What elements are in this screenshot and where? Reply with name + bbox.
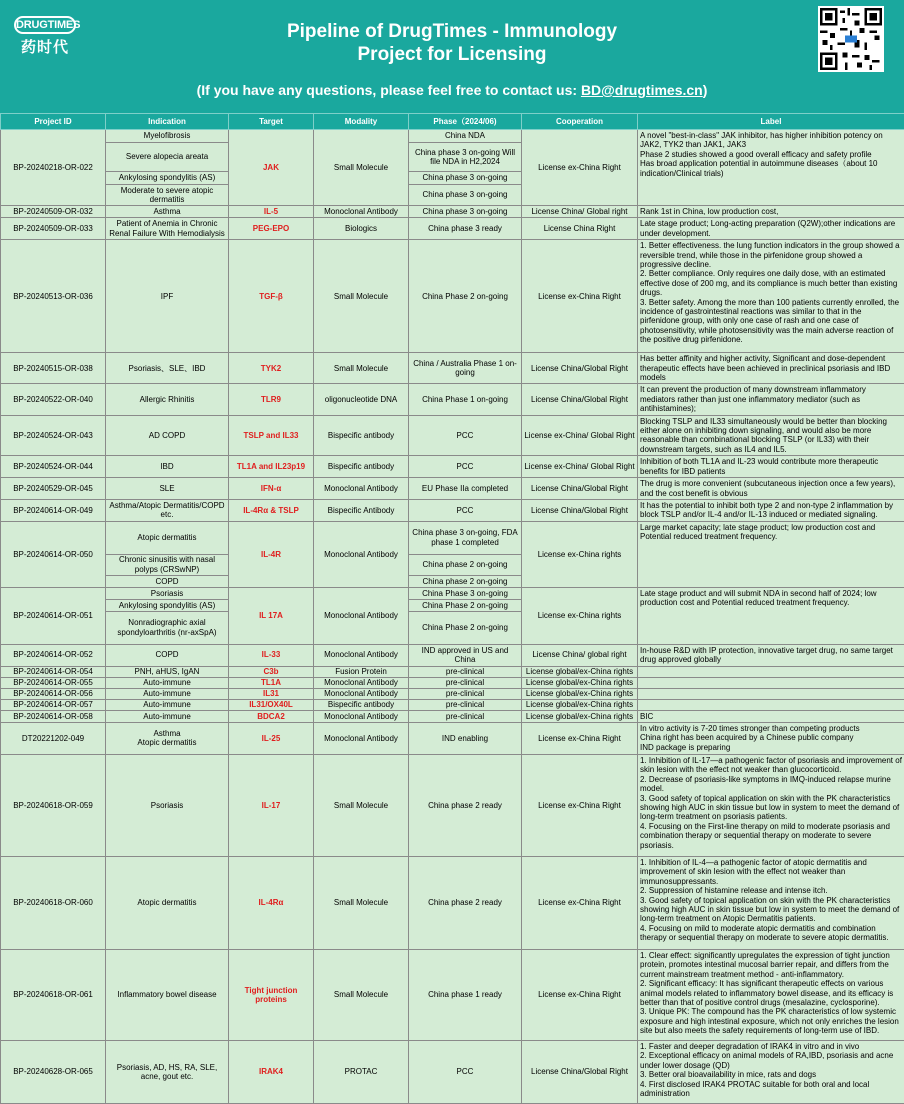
target-cell: IL-5 (229, 206, 314, 218)
phase-cell: China / Australia Phase 1 on-going (409, 353, 522, 384)
label-cell: Has better affinity and higher activity, Significant and dose-dependent therapeutic effects have been achieved in preclinical psoriasis and IBD models (638, 353, 904, 384)
modality-cell: Monoclonal Antibody (314, 688, 409, 699)
indication-cell: Auto-immune (106, 688, 229, 699)
label-cell: Blocking TSLP and IL33 simultaneously would be better than blocking either alone on inhibiting down signaling, and would also be more reasonable than combinational blocking TSLP (or IL33) with their downstream targets, such as IL4 and IL5. (638, 415, 904, 456)
indication-cell: COPD (106, 575, 229, 587)
phase-cell: China phase 1 ready (409, 949, 522, 1040)
target-cell: TGF-β (229, 240, 314, 353)
phase-cell: China phase 2 on-going (409, 575, 522, 587)
indication-cell: PNH, aHUS, IgAN (106, 666, 229, 677)
target-cell: IL-4Rα & TSLP (229, 499, 314, 521)
modality-cell: Small Molecule (314, 130, 409, 206)
modality-cell: Small Molecule (314, 949, 409, 1040)
indication-cell: Psoriasis、SLE、IBD (106, 353, 229, 384)
phase-cell: China phase 2 on-going (409, 554, 522, 575)
cooperation-cell: License China/Global Right (522, 478, 638, 500)
project-id: BP-20240618-OR-061 (1, 949, 106, 1040)
target-cell: JAK (229, 130, 314, 206)
phase-cell: PCC (409, 415, 522, 456)
indication-cell: Psoriasis, AD, HS, RA, SLE, acne, gout etc. (106, 1040, 229, 1103)
modality-cell: PROTAC (314, 1040, 409, 1103)
qr-code-icon (818, 6, 884, 72)
project-id: BP-20240614-OR-057 (1, 699, 106, 710)
phase-cell: pre-clinical (409, 699, 522, 710)
contact-text: (If you have any questions, please feel free to contact us: (197, 82, 581, 98)
target-cell: TSLP and IL33 (229, 415, 314, 456)
indication-cell: SLE (106, 478, 229, 500)
modality-cell: Monoclonal Antibody (314, 587, 409, 644)
label-cell: Large market capacity; late stage product; low production cost and Potential reduced treatment frequency. (638, 521, 904, 587)
target-cell: TL1A and IL23p19 (229, 456, 314, 478)
indication-cell: Severe alopecia areata (106, 143, 229, 172)
modality-cell: Small Molecule (314, 240, 409, 353)
label-cell: BIC (638, 710, 904, 722)
project-id: BP-20240618-OR-059 (1, 754, 106, 856)
modality-cell: Small Molecule (314, 754, 409, 856)
project-id: BP-20240614-OR-056 (1, 688, 106, 699)
table-row (1, 587, 904, 599)
label-cell: 1. Inhibition of IL-4—a pathogenic factor of atopic dermatitis and improvement of skin lesion with the effect not weaker than immunosuppressants. 2. Suppression of histamine release and intense itch. 3. Good safety of topical application on skin with the PK characteristics showing high AUC in skin tissue but low in system to meet the demand of long-term treatment on Atopic Dermatitis patients. 4. Focusing on mild to moderate atopic dermatitis and combination therapy or sequential therapy on moderate to severe atopic dermatitis. (638, 856, 904, 949)
target-cell: IRAK4 (229, 1040, 314, 1103)
table-row (1, 710, 904, 722)
indication-cell: Chronic sinusitis with nasal polyps (CRSwNP) (106, 554, 229, 575)
table-row (1, 353, 904, 384)
table-row (1, 949, 904, 1040)
modality-cell: oligonucleotide DNA (314, 384, 409, 415)
indication-cell: Psoriasis (106, 754, 229, 856)
label-cell: 1. Faster and deeper degradation of IRAK4 in vitro and in vivo 2. Exceptional efficacy on animal models of RA,IBD, psoriasis and acne under lower dosage (QD) 3. Better oral bioavailability in mice, rats and dogs 4. First disclosed IRAK4 PROTAC suitable for both oral and local administration (638, 1040, 904, 1103)
cooperation-cell: License ex-China Right (522, 754, 638, 856)
cooperation-cell: License ex-China rights (522, 587, 638, 644)
project-id: BP-20240614-OR-049 (1, 499, 106, 521)
contact-end: ) (703, 82, 708, 98)
label-cell: Late stage product; Long-acting preparation (Q2W);other indications are under development. (638, 218, 904, 240)
phase-cell: China phase 3 on-going Will file NDA in H2,2024 (409, 143, 522, 172)
target-cell: IL31/OX40L (229, 699, 314, 710)
phase-cell: PCC (409, 499, 522, 521)
modality-cell: Bispecific antibody (314, 456, 409, 478)
indication-cell: Myelofibrosis (106, 130, 229, 143)
cooperation-cell: License China/ Global right (522, 206, 638, 218)
project-id: BP-20240529-OR-045 (1, 478, 106, 500)
project-id: BP-20240614-OR-054 (1, 666, 106, 677)
project-id: BP-20240509-OR-032 (1, 206, 106, 218)
label-cell (638, 677, 904, 688)
target-cell: IL-17 (229, 754, 314, 856)
cooperation-cell: License global/ex-China rights (522, 699, 638, 710)
indication-cell: Inflammatory bowel disease (106, 949, 229, 1040)
phase-cell: China Phase 2 on-going (409, 599, 522, 611)
phase-cell: China Phase 1 on-going (409, 384, 522, 415)
cooperation-cell: License global/ex-China rights (522, 688, 638, 699)
indication-cell: COPD (106, 644, 229, 666)
target-cell: IL31 (229, 688, 314, 699)
project-id: BP-20240614-OR-051 (1, 587, 106, 644)
table-row (1, 856, 904, 949)
drugtimes-logo[interactable] (14, 16, 76, 57)
cooperation-cell: License global/ex-China rights (522, 677, 638, 688)
project-id: BP-20240614-OR-050 (1, 521, 106, 587)
target-cell: BDCA2 (229, 710, 314, 722)
indication-cell: Asthma/Atopic Dermatitis/COPD etc. (106, 499, 229, 521)
table-row (1, 206, 904, 218)
table-row (1, 499, 904, 521)
label-cell (638, 699, 904, 710)
table-row (1, 521, 904, 554)
page-subtitle: Project for Licensing (150, 43, 754, 66)
indication-cell: Ankylosing spondylitis (AS) (106, 599, 229, 611)
cooperation-cell: License ex-China Right (522, 130, 638, 206)
indication-cell: Auto-immune (106, 699, 229, 710)
label-cell: 1. Clear effect: significantly upregulates the expression of tight junction protein, promotes intestinal mucosal barrier repair, and differs from the current mainstream treatment method - anti-inflammatory. 2. Significant efficacy: It has significant therapeutic effects on various animal models related to inflammatory bowel disease, and its efficacy is better than that of positive control drugs (mesalazine, cyclosporine). 3. Unique PK: The compound has the PK characteristics of low systemic exposure and high intestinal exposure, which not only enriches the lesion site but also meets the safety requirements of long-term use of IBD. (638, 949, 904, 1040)
cooperation-cell: License China/Global Right (522, 499, 638, 521)
indication-cell: Moderate to severe atopic dermatitis (106, 185, 229, 206)
project-id: BP-20240218-OR-022 (1, 130, 106, 206)
phase-cell: China phase 3 on-going, FDA phase 1 completed (409, 521, 522, 554)
target-cell: C3b (229, 666, 314, 677)
label-cell: In-house R&D with IP protection, innovative target drug, no same target drug approved globally (638, 644, 904, 666)
cooperation-cell: License ex-China rights (522, 521, 638, 587)
cooperation-cell: License China/Global Right (522, 353, 638, 384)
indication-cell: Atopic dermatitis (106, 521, 229, 554)
table-row (1, 666, 904, 677)
label-cell: Late stage product and will submit NDA in second half of 2024; low production cost and Potential reduced treatment frequency. (638, 587, 904, 644)
indication-cell: IPF (106, 240, 229, 353)
cooperation-cell: License global/ex-China rights (522, 710, 638, 722)
table-row (1, 218, 904, 240)
indication-cell: Ankylosing spondylitis (AS) (106, 172, 229, 185)
target-cell: IL 17A (229, 587, 314, 644)
table-row (1, 456, 904, 478)
cooperation-cell: License China Right (522, 218, 638, 240)
contact-email-link[interactable]: BD@drugtimes.cn (581, 82, 703, 98)
col-header-modality: Modality (314, 114, 409, 130)
label-cell: 1. Inhibition of IL-17—a pathogenic factor of psoriasis and improvement of skin lesion with the effect not weaker than glucocorticoid. 2. Decrease of psoriasis-like symptoms in IMQ-induced relapse murine model. 3. Good safety of topical application on skin with the PK characteristics showing high AUC in skin tissue but low in system to meet the demand of long-term treatment on psoriasis patients. 4. Focusing on the First-line therapy on mild to moderate psoriasis and combination therapy or sequential therapy on moderate to severe psoriasis. (638, 754, 904, 856)
cooperation-cell: License ex-China Right (522, 722, 638, 754)
label-cell: It has the potential to inhibit both type 2 and non-type 2 inflammation by block TSLP and/or IL-4 and/or IL-13 induced or mediated signaling. (638, 499, 904, 521)
page-title: Pipeline of DrugTimes - Immunology (150, 20, 754, 43)
table-row (1, 478, 904, 500)
cooperation-cell: License China/Global Right (522, 1040, 638, 1103)
indication-cell: Psoriasis (106, 587, 229, 599)
modality-cell: Bispecific antibody (314, 415, 409, 456)
phase-cell: China Phase 2 on-going (409, 611, 522, 644)
project-id: DT20221202-049 (1, 722, 106, 754)
indication-cell: Patient of Anemia in Chronic Renal Failure With Hemodialysis (106, 218, 229, 240)
cooperation-cell: License ex-China Right (522, 856, 638, 949)
phase-cell: PCC (409, 456, 522, 478)
label-cell: The drug is more convenient (subcutaneous injection once a few years), and the cost benefit is obvious (638, 478, 904, 500)
target-cell: IL-4Rα (229, 856, 314, 949)
label-cell (638, 688, 904, 699)
col-header-phase: Phase（2024/06) (409, 114, 522, 130)
table-row (1, 1040, 904, 1103)
table-row (1, 699, 904, 710)
table-row (1, 644, 904, 666)
cooperation-cell: License China/ global right (522, 644, 638, 666)
target-cell: Tight junction proteins (229, 949, 314, 1040)
logo-text: DRUGTIMES (14, 16, 76, 34)
project-id: BP-20240522-OR-040 (1, 384, 106, 415)
target-cell: PEG-EPO (229, 218, 314, 240)
cooperation-cell: License ex-China Right (522, 949, 638, 1040)
label-cell: In vitro activity is 7-20 times stronger than competing products China right has been acquired by a Chinese public company IND package is preparing (638, 722, 904, 754)
modality-cell: Monoclonal Antibody (314, 644, 409, 666)
phase-cell: China phase 3 on-going (409, 206, 522, 218)
phase-cell: IND enabling (409, 722, 522, 754)
indication-cell: Allergic Rhinitis (106, 384, 229, 415)
phase-cell: China phase 2 ready (409, 856, 522, 949)
modality-cell: Monoclonal Antibody (314, 710, 409, 722)
target-cell: IL-4R (229, 521, 314, 587)
col-header-project-id: Project ID (1, 114, 106, 130)
table-row (1, 240, 904, 353)
project-id: BP-20240515-OR-038 (1, 353, 106, 384)
table-row (1, 415, 904, 456)
cooperation-cell: License global/ex-China rights (522, 666, 638, 677)
indication-cell: Nonradiographic axial spondyloarthritis (nr-axSpA) (106, 611, 229, 644)
indication-cell: Auto-immune (106, 710, 229, 722)
target-cell: IL-33 (229, 644, 314, 666)
project-id: BP-20240614-OR-055 (1, 677, 106, 688)
table-row (1, 722, 904, 754)
label-cell: A novel "best-in-class" JAK inhibitor, has higher inhibition potency on JAK2, TYK2 than JAK1, JAK3 Phase 2 studies showed a good overall efficacy and safety profile Has broad application potential in autoimmune diseases（about 10 indication/Clinical trials) (638, 130, 904, 206)
cooperation-cell: License ex-China/ Global Right (522, 415, 638, 456)
table-row (1, 677, 904, 688)
target-cell: TYK2 (229, 353, 314, 384)
phase-cell: PCC (409, 1040, 522, 1103)
project-id: BP-20240509-OR-033 (1, 218, 106, 240)
project-id: BP-20240628-OR-065 (1, 1040, 106, 1103)
modality-cell: Monoclonal Antibody (314, 677, 409, 688)
target-cell: TL1A (229, 677, 314, 688)
phase-cell: China phase 3 on-going (409, 185, 522, 206)
indication-cell: Asthma (106, 206, 229, 218)
modality-cell: Biologics (314, 218, 409, 240)
project-id: BP-20240618-OR-060 (1, 856, 106, 949)
phase-cell: pre-clinical (409, 688, 522, 699)
table-row (1, 754, 904, 856)
project-id: BP-20240513-OR-036 (1, 240, 106, 353)
indication-cell: Asthma Atopic dermatitis (106, 722, 229, 754)
target-cell: IFN-α (229, 478, 314, 500)
label-cell: 1. Better effectiveness. the lung function indicators in the group showed a reversible trend, while those in the pirfenidone group showed a progressive decline. 2. Better compliance. Only requires one daily dose, with an estimated effective dose of 200 mg, and its compliance is much better than existing drugs. 3. Better safety. Among the more than 100 patients currently enrolled, the incidence of gastrointestinal reactions was similar to that in the pirfenidone group, with only one case of rash and one case of photosensitivity, while photosensitivity was the main adverse reaction of the positive drug pirfenidone. (638, 240, 904, 353)
col-header-target: Target (229, 114, 314, 130)
col-header-label: Label (638, 114, 904, 130)
table-row (1, 384, 904, 415)
cooperation-cell: License ex-China Right (522, 240, 638, 353)
target-cell: IL-25 (229, 722, 314, 754)
phase-cell: pre-clinical (409, 666, 522, 677)
cooperation-cell: License China/Global Right (522, 384, 638, 415)
phase-cell: China Phase 3 on-going (409, 587, 522, 599)
contact-line (100, 82, 804, 98)
label-cell (638, 666, 904, 677)
phase-cell: China phase 3 on-going (409, 172, 522, 185)
phase-cell: China phase 2 ready (409, 754, 522, 856)
modality-cell: Small Molecule (314, 856, 409, 949)
indication-cell: Atopic dermatitis (106, 856, 229, 949)
logo-chinese: 药时代 (14, 36, 76, 57)
pipeline-table-body (1, 130, 904, 1104)
phase-cell: China Phase 2 on-going (409, 240, 522, 353)
indication-cell: IBD (106, 456, 229, 478)
table-header-row (1, 114, 904, 130)
table-row (1, 688, 904, 699)
modality-cell: Bispecific Antibody (314, 499, 409, 521)
modality-cell: Bispecific antibody (314, 699, 409, 710)
table-row (1, 130, 904, 143)
phase-cell: IND approved in US and China (409, 644, 522, 666)
target-cell: TLR9 (229, 384, 314, 415)
phase-cell: EU Phase IIa completed (409, 478, 522, 500)
project-id: BP-20240524-OR-043 (1, 415, 106, 456)
pipeline-table (0, 113, 904, 1104)
project-id: BP-20240614-OR-058 (1, 710, 106, 722)
phase-cell: China phase 3 ready (409, 218, 522, 240)
label-cell: Rank 1st in China, low production cost, (638, 206, 904, 218)
label-cell: It can prevent the production of many downstream inflammatory mediators rather than just one inflammatory mediator (such as antihistamines); (638, 384, 904, 415)
phase-cell: China NDA (409, 130, 522, 143)
col-header-indication: Indication (106, 114, 229, 130)
project-id: BP-20240524-OR-044 (1, 456, 106, 478)
cooperation-cell: License ex-China/ Global Right (522, 456, 638, 478)
modality-cell: Small Molecule (314, 353, 409, 384)
phase-cell: pre-clinical (409, 710, 522, 722)
modality-cell: Monoclonal Antibody (314, 521, 409, 587)
label-cell: Inhibition of both TL1A and IL-23 would contribute more therapeutic benefits for IBD patients (638, 456, 904, 478)
modality-cell: Monoclonal Antibody (314, 722, 409, 754)
indication-cell: AD COPD (106, 415, 229, 456)
modality-cell: Monoclonal Antibody (314, 206, 409, 218)
modality-cell: Monoclonal Antibody (314, 478, 409, 500)
header-banner (0, 0, 904, 113)
modality-cell: Fusion Protein (314, 666, 409, 677)
project-id: BP-20240614-OR-052 (1, 644, 106, 666)
col-header-cooperation: Cooperation (522, 114, 638, 130)
phase-cell: pre-clinical (409, 677, 522, 688)
indication-cell: Auto-immune (106, 677, 229, 688)
